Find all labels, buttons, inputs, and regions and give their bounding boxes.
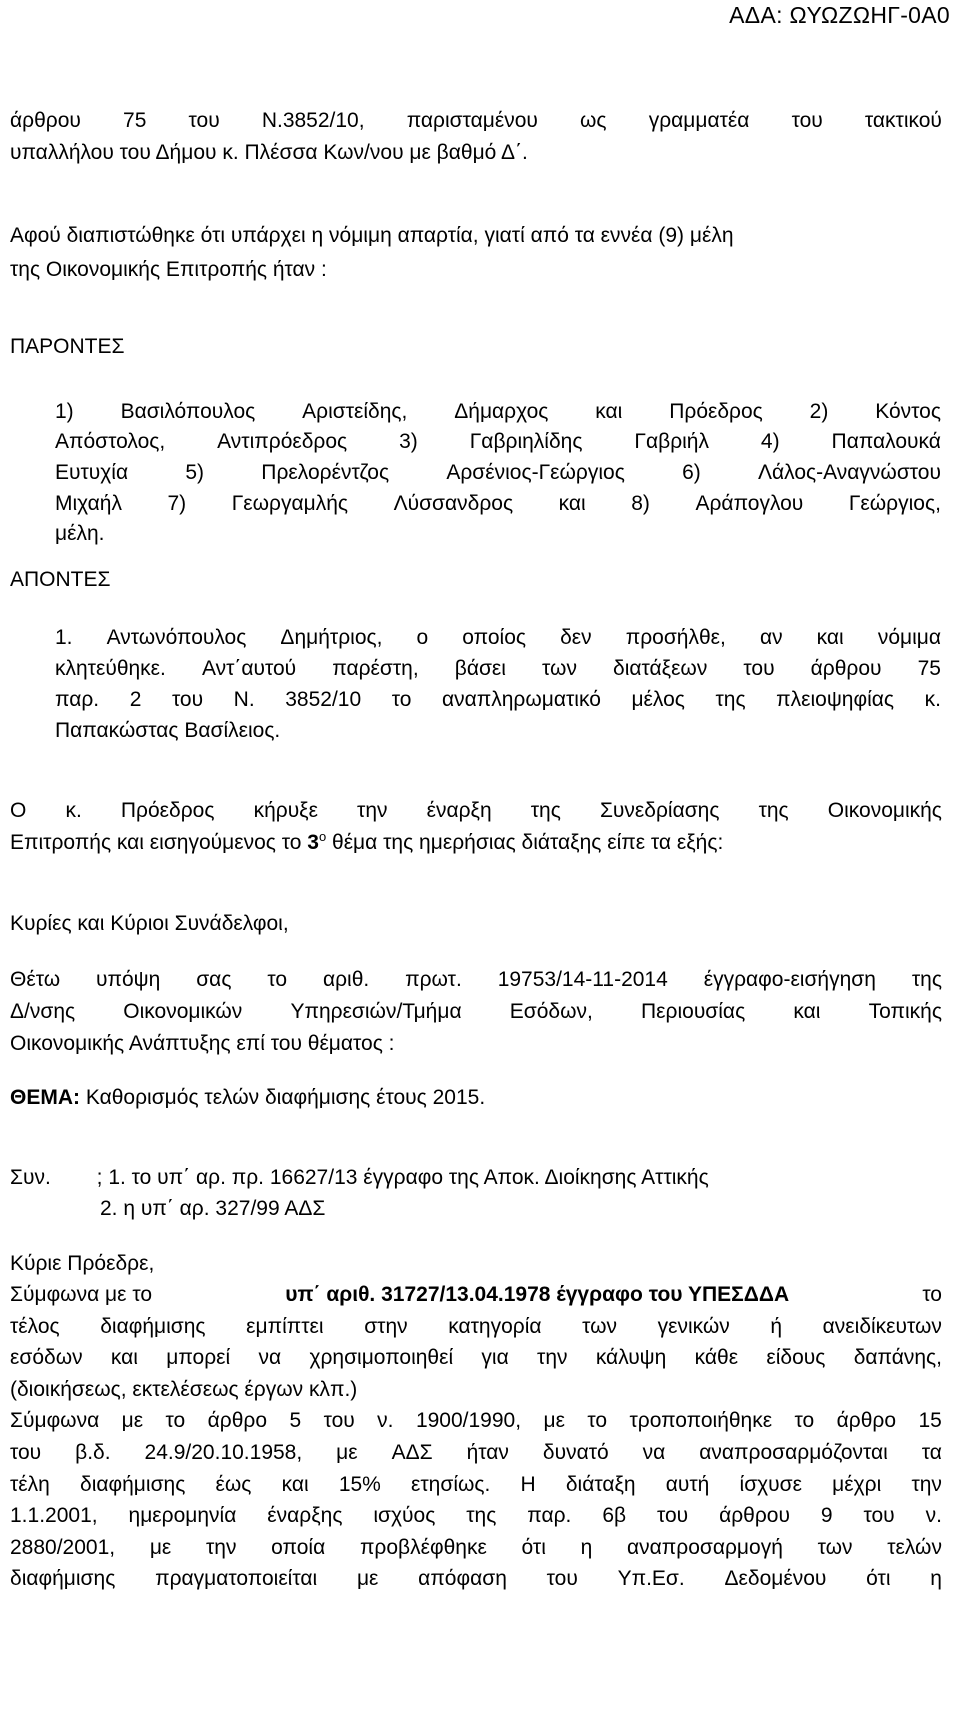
text-line: Σύμφωνα με το άρθρο 5 του ν. 1900/1990, με το τροποποιήθηκε το άρθρο 15 <box>10 1409 942 1432</box>
section-heading-present: ΠΑΡΟΝΤΕΣ <box>10 335 125 358</box>
text-line: της Οικονομικής Επιτροπής ήταν : <box>10 258 327 281</box>
text-run: Σύμφωνα με το <box>10 1283 153 1306</box>
text-line <box>10 1281 942 1309</box>
subject-label: ΘΕΜΑ: <box>10 1086 80 1109</box>
text-line: Οικονομικής Ανάπτυξης επί του θέματος : <box>10 1032 395 1055</box>
subject-text: Καθορισμός τελών διαφήμισης έτους 2015. <box>85 1086 486 1109</box>
text-line: Ευτυχία 5) Πρελορέντζος Αρσένιος-Γεώργιος 6) Λάλος-Αναγνώστου <box>55 461 941 484</box>
text-line: του β.δ. 24.9/20.10.1958, με ΑΔΣ ήταν δυνατό να αναπροσαρμόζονται τα <box>10 1441 942 1464</box>
salutation: Κυρίες και Κύριοι Συνάδελφοι, <box>10 912 289 935</box>
text-line-agenda <box>10 829 723 857</box>
text-line: 2880/2001, με την οποία προβλέφθηκε ότι η αναπροσαρμογή των τελών <box>10 1536 942 1559</box>
text-line: τέλος διαφήμισης εμπίπτει στην κατηγορία των γενικών ή ανειδίκευτων <box>10 1315 942 1338</box>
text-run: το <box>922 1283 942 1306</box>
text-line: 1) Βασιλόπουλος Αριστείδης, Δήμαρχος και Πρόεδρος 2) Κόντος <box>55 400 941 423</box>
text-line: μέλη. <box>55 522 105 545</box>
text-line: (διοικήσεως, εκτελέσεως έργων κλπ.) <box>10 1378 358 1401</box>
text-line: Δ/νσης Οικονομικών Υπηρεσιών/Τμήμα Εσόδων, Περιουσίας και Τοπικής <box>10 1000 942 1023</box>
text-run: Επιτροπής και εισηγούμενος το <box>10 831 302 854</box>
text-run-bold: υπ΄ αριθ. 31727/13.04.1978 έγγραφο του ΥΠΕΣΔΔΑ <box>285 1283 790 1306</box>
subject-line <box>10 1084 485 1112</box>
text-line: Αφού διαπιστώθηκε ότι υπάρχει η νόμιμη απαρτία, γιατί από τα εννέα (9) μέλη <box>10 224 734 247</box>
text-line: παρ. 2 του Ν. 3852/10 το αναπληρωματικό μέλος της πλειοψηφίας κ. <box>55 688 941 711</box>
text-line: Μιχαήλ 7) Γεωργαμλής Λύσσανδρος και 8) Αράπογλου Γεώργιος, <box>55 492 941 515</box>
text-line: άρθρου 75 του Ν.3852/10, παρισταμένου ως γραμματέα του τακτικού <box>10 109 942 132</box>
text-line: 1.1.2001, ημερομηνία έναρξης ισχύος της παρ. 6β του άρθρου 9 του ν. <box>10 1504 942 1527</box>
agenda-item-ordinal: ο <box>318 829 327 844</box>
text-line: Θέτω υπόψη σας το αριθ. πρωτ. 19753/14-11-2014 έγγραφο-εισήγηση της <box>10 968 942 991</box>
text-line: υπαλλήλου του Δήμου κ. Πλέσσα Κων/νου με βαθμό Δ΄. <box>10 141 528 164</box>
text-line: Απόστολος, Αντιπρόεδρος 3) Γαβριηλίδης Γαβριήλ 4) Παπαλουκά <box>55 430 941 453</box>
text-line: κλητεύθηκε. Αντ΄αυτού παρέστη, βάσει των διατάξεων του άρθρου 75 <box>55 657 941 680</box>
text-line: διαφήμισης πραγματοποιείται με απόφαση του Υπ.Εσ. Δεδομένου ότι η <box>10 1567 942 1590</box>
attachment-item-1: ; 1. το υπ΄ αρ. πρ. 16627/13 έγγραφο της Αποκ. Διοίκησης Αττικής <box>96 1166 709 1189</box>
ada-header: ΑΔΑ: ΩΥΩΖΩΗΓ-0Α0 <box>729 2 950 28</box>
text-line: Ο κ. Πρόεδρος κήρυξε την έναρξη της Συνεδρίασης της Οικονομικής <box>10 799 942 822</box>
text-line: 1. Αντωνόπουλος Δημήτριος, ο οποίος δεν προσήλθε, αν και νόμιμα <box>55 626 941 649</box>
text-line: τέλη διαφήμισης έως και 15% ετησίως. Η διάταξη αυτή ίσχυσε μέχρι την <box>10 1473 942 1496</box>
agenda-item-number: 3 <box>307 831 319 854</box>
text-line: εσόδων και μπορεί να χρησιμοποιηθεί για την κάλυψη κάθε είδους δαπάνης, <box>10 1346 942 1369</box>
attachment-item-2: 2. η υπ΄ αρ. 327/99 ΑΔΣ <box>100 1197 326 1220</box>
section-heading-absent: ΑΠΟΝΤΕΣ <box>10 568 111 591</box>
text-run: θέμα της ημερήσιας διάταξης είπε τα εξής: <box>332 831 724 854</box>
text-line: Παπακώστας Βασίλειος. <box>55 719 281 742</box>
attachments-label: Συν. <box>10 1166 51 1189</box>
salutation: Κύριε Πρόεδρε, <box>10 1252 155 1275</box>
attachments-line <box>10 1164 709 1192</box>
